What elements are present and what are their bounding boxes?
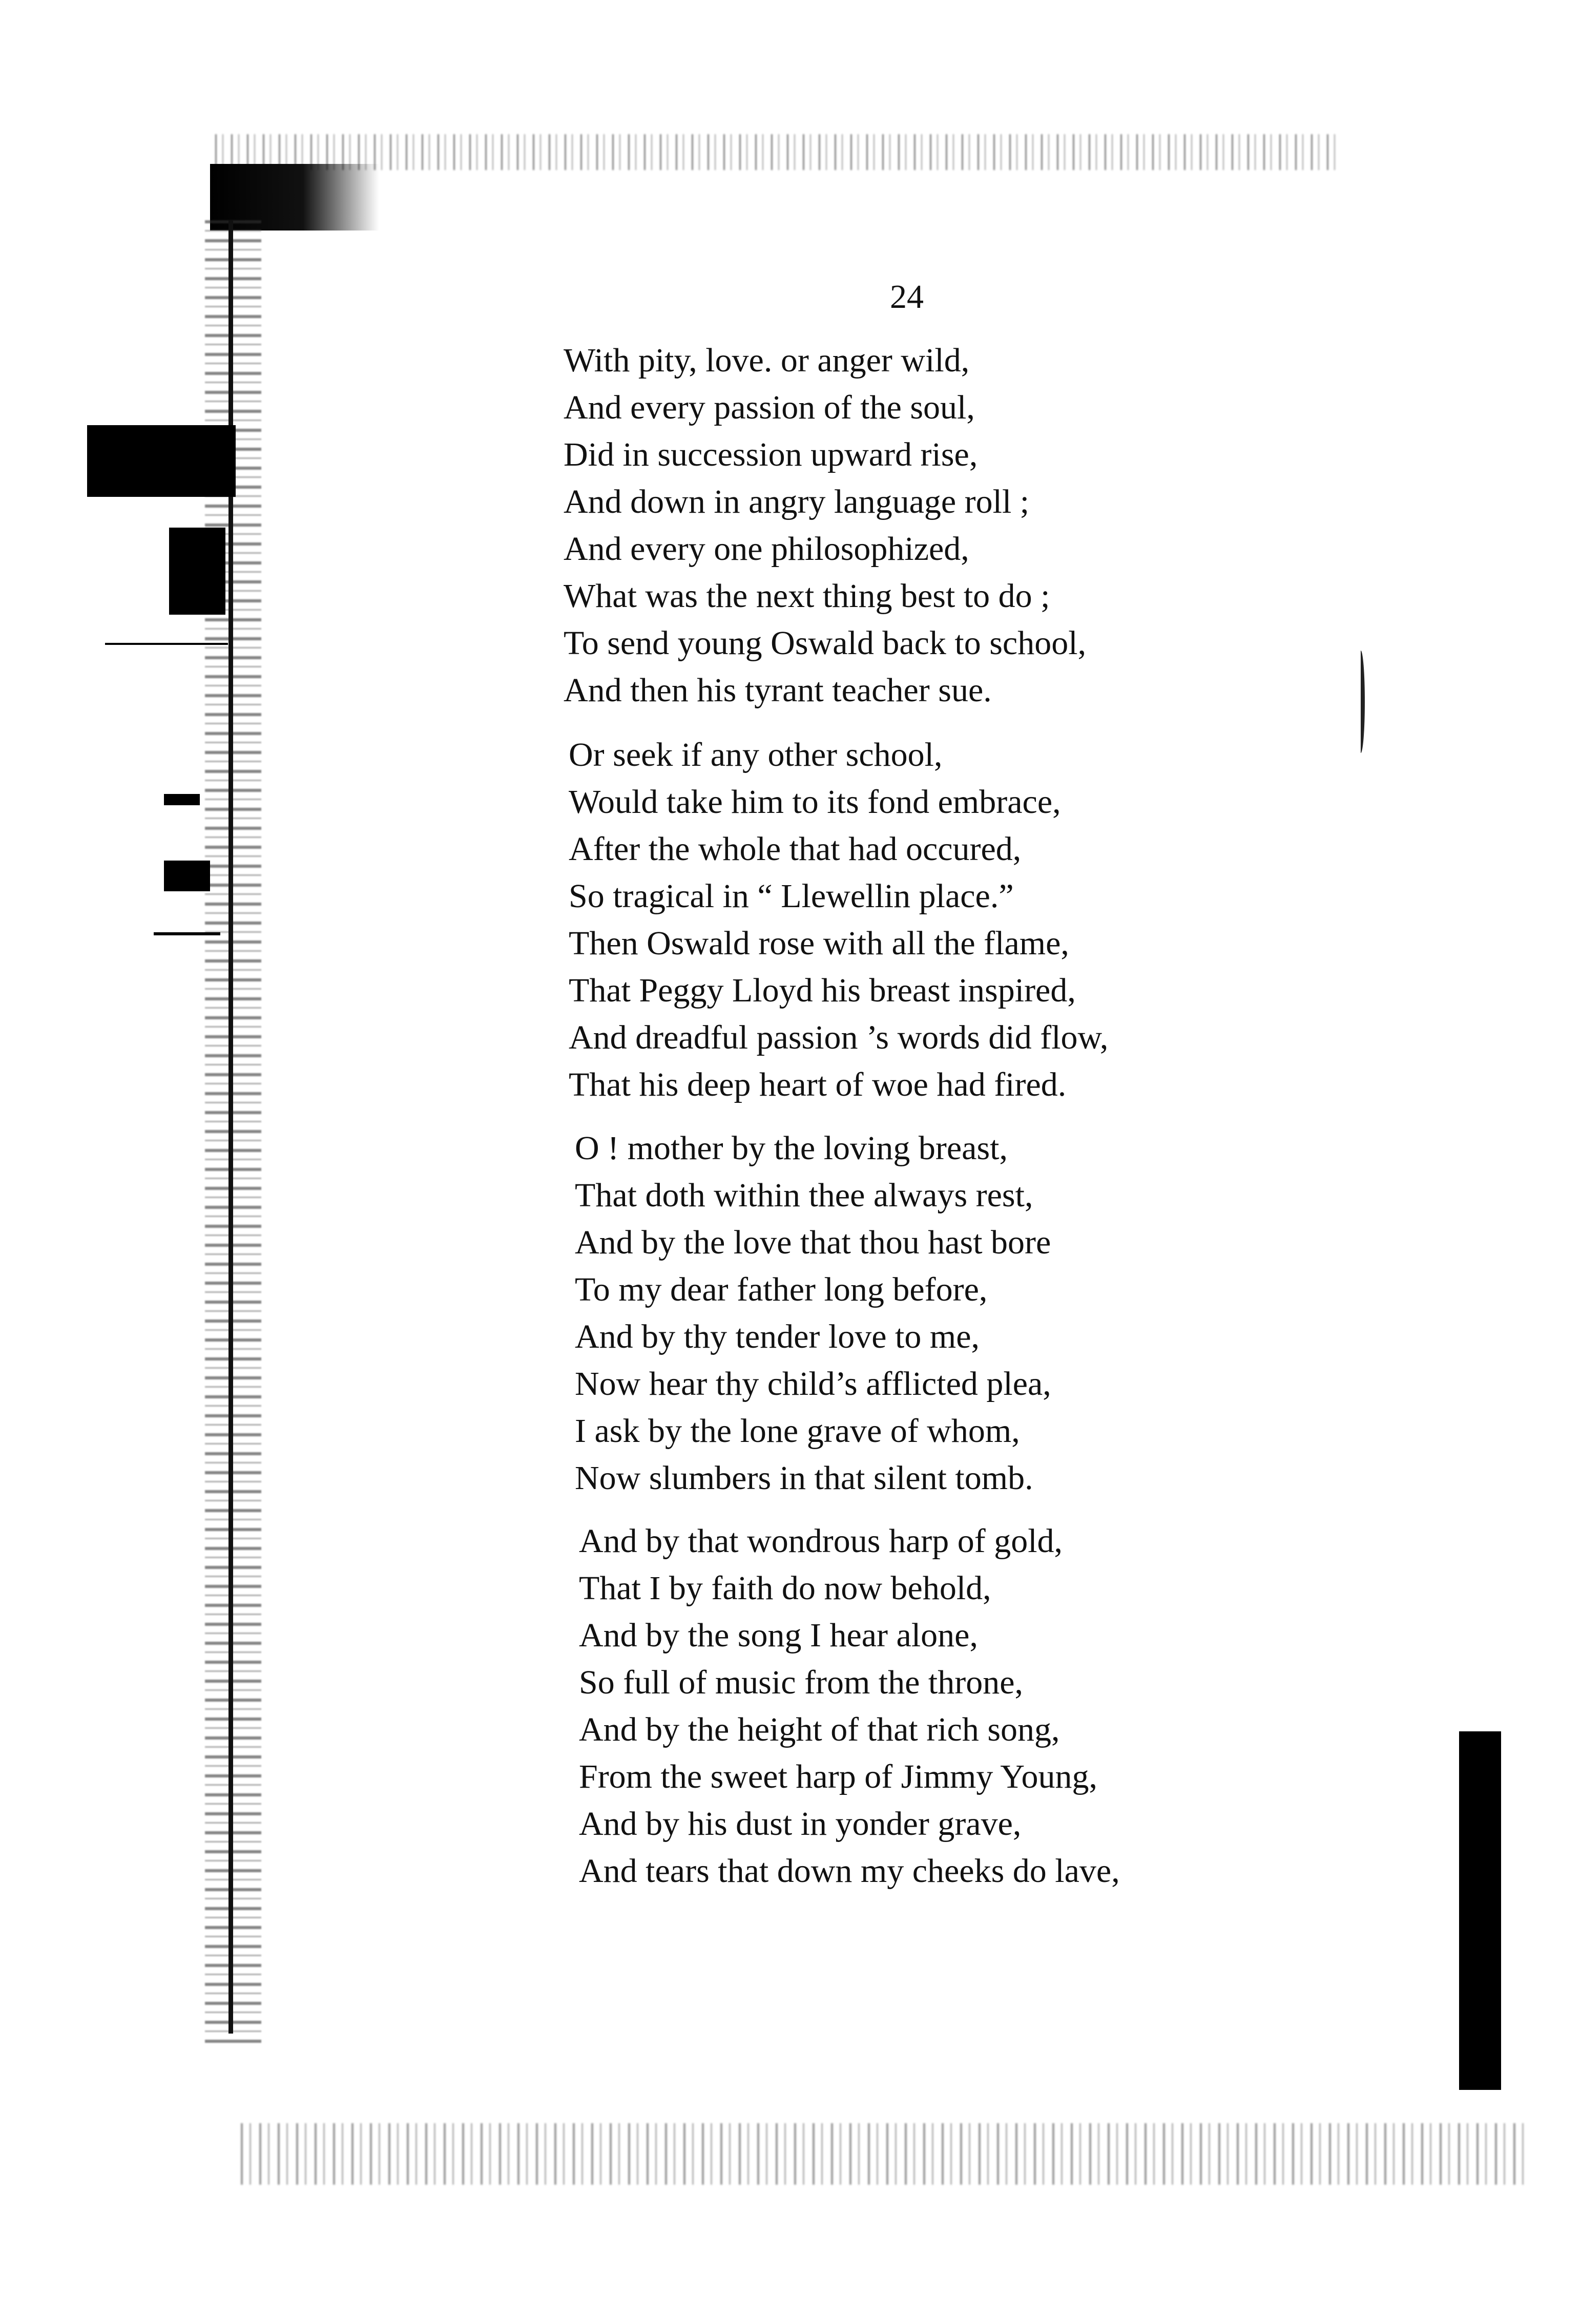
- stanza-4: [579, 1518, 1120, 1895]
- verse-line: So tragical in “ Llewellin place.”: [569, 877, 1014, 915]
- margin-mark: [154, 932, 220, 935]
- verse-line: O ! mother by the loving breast,: [575, 1129, 1008, 1167]
- verse-line: So full of music from the throne,: [579, 1664, 1024, 1701]
- margin-mark: [169, 528, 225, 615]
- margin-mark: [105, 643, 228, 645]
- verse-line: With pity, love. or anger wild,: [564, 342, 970, 379]
- margin-mark: [164, 861, 210, 891]
- verse-line: Now hear thy child’s afflicted plea,: [575, 1365, 1051, 1402]
- margin-mark: [164, 794, 200, 805]
- verse-line: That his deep heart of woe had fired.: [569, 1066, 1067, 1103]
- verse-line: To my dear father long before,: [575, 1271, 988, 1308]
- scan-top-edge: [215, 134, 1342, 170]
- verse-line: And by the height of that rich song,: [579, 1711, 1060, 1748]
- verse-line: I ask by the lone grave of whom,: [575, 1412, 1020, 1450]
- verse-line: And then his tyrant teacher sue.: [564, 672, 992, 709]
- verse-line: That I by faith do now behold,: [579, 1569, 991, 1607]
- verse-line: What was the next thing best to do ;: [564, 577, 1050, 615]
- verse-line: After the whole that had occured,: [569, 830, 1022, 868]
- stanza-1: [564, 337, 1086, 714]
- scan-right-bar: [1459, 1731, 1501, 2090]
- page-number: 24: [890, 278, 924, 316]
- verse-line: And by the song I hear alone,: [579, 1617, 978, 1654]
- verse-line: And every one philosophized,: [564, 530, 969, 568]
- verse-line: Or seek if any other school,: [569, 736, 943, 773]
- stanza-3: [575, 1125, 1051, 1502]
- verse-line: Did in succession upward rise,: [564, 436, 978, 473]
- margin-bracket: [1357, 651, 1365, 753]
- scan-bottom-edge: [241, 2123, 1532, 2185]
- verse-line: And tears that down my cheeks do lave,: [579, 1852, 1120, 1890]
- verse-line: To send young Oswald back to school,: [564, 624, 1087, 662]
- verse-line: That Peggy Lloyd his breast inspired,: [569, 972, 1076, 1009]
- verse-line: And dreadful passion ’s words did flow,: [569, 1019, 1109, 1056]
- verse-line: That doth within thee always rest,: [575, 1177, 1033, 1214]
- verse-line: Now slumbers in that silent tomb.: [575, 1459, 1033, 1497]
- verse-line: From the sweet harp of Jimmy Young,: [579, 1758, 1097, 1795]
- verse-line: Then Oswald rose with all the flame,: [569, 925, 1069, 962]
- verse-line: And down in angry language roll ;: [564, 483, 1030, 520]
- verse-line: And by his dust in yonder grave,: [579, 1805, 1022, 1843]
- verse-line: And by that wondrous harp of gold,: [579, 1522, 1063, 1560]
- verse-line: Would take him to its fond embrace,: [569, 783, 1061, 821]
- verse-line: And by thy tender love to me,: [575, 1318, 980, 1355]
- stanza-2: [569, 731, 1108, 1108]
- margin-mark: [87, 425, 236, 497]
- verse-line: And by the love that thou hast bore: [575, 1224, 1051, 1261]
- verse-line: And every passion of the soul,: [564, 389, 975, 426]
